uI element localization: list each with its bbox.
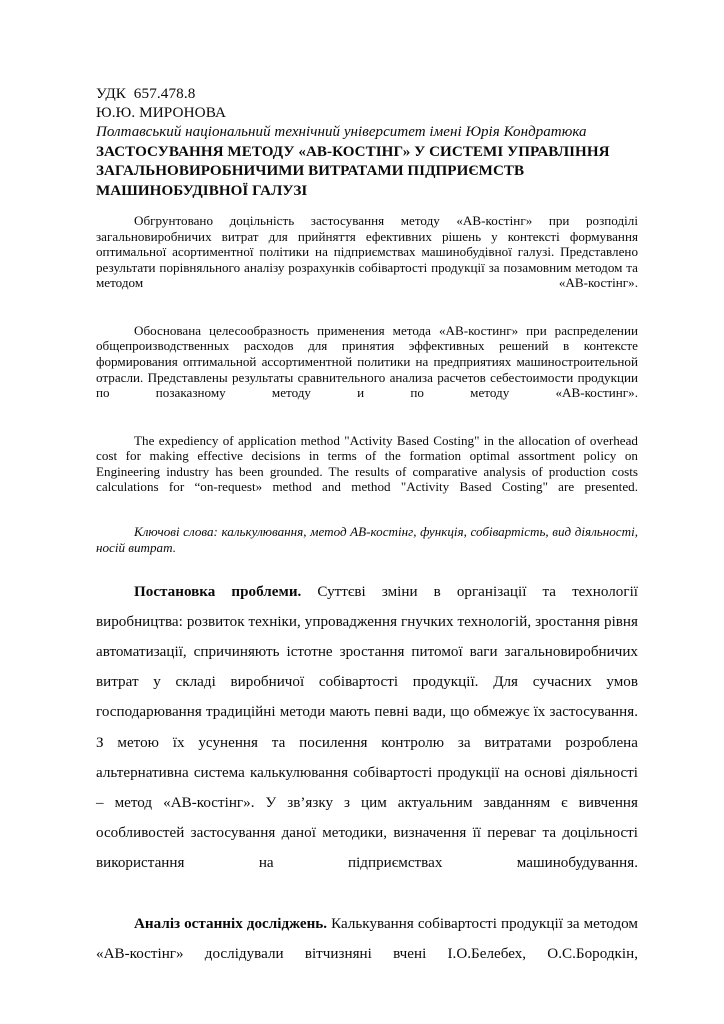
- body-paragraph-literature-review: [96, 909, 638, 1000]
- paragraph-lead-literature-review: Аналіз останніх досліджень.: [134, 915, 328, 932]
- abstract-section: [96, 213, 638, 555]
- title-line-2: ЗАГАЛЬНОВИРОБНИЧИМИ ВИТРАТАМИ ПІДПРИЄМСТВ: [96, 163, 525, 180]
- keywords-label: Ключові слова:: [134, 524, 218, 540]
- page-title: [96, 143, 638, 201]
- paragraph-lead-problem-statement: Постановка проблеми.: [134, 583, 302, 600]
- title-line-3: МАШИНОБУДІВНОЇ ГАЛУЗІ: [96, 182, 308, 199]
- title-line-1: ЗАСТОСУВАННЯ МЕТОДУ «АВ-КОСТІНГ» У СИСТЕМІ УПРАВЛІННЯ: [96, 143, 610, 160]
- body-paragraph-problem-statement: [96, 577, 638, 909]
- article-body: [96, 577, 638, 1000]
- paragraph-text-literature-review: Калькування собівартості продукції за методом «АВ-костінг» дослідували вітчизняні вчені І.О.Белебех, О.С.Бородкін,: [96, 915, 638, 962]
- abstract-russian: Обоснована целесообразность применения метода «АВ-костинг» при распределении общепроизводственных расходов для принятия эффективных решений в контексте формирования оптимальной ассортиментной политики на предприятиях машиностроительной отрасли. Представлены результаты сравнительного анализа расчетов себестоимости продукции по позаказному методу и по методу «АВ-костинг».: [96, 322, 638, 401]
- keywords-terms: калькулювання, метод АВ-костінг, функція, собівартість, вид діяльності, носій витрат.: [96, 524, 638, 555]
- keywords-line: [96, 524, 638, 555]
- udc-code: УДК 657.478.8: [96, 85, 196, 102]
- abstract-english: The expediency of application method "Activity Based Costing" in the allocation of overhead cost for making effective decisions in terms of the formation optimal assortment policy on Engineering industry has been grounded. The results of comparative analysis of production costs calculations for “on-request» method and method "Activity Based Costing" are presented.: [96, 432, 638, 495]
- article-header: [96, 84, 638, 201]
- abstract-ukrainian: Обгрунтовано доцільність застосування методу «АВ-костінг» при розподілі загальновиробничих витрат для прийняття ефективних рішень у контексті формування оптимальної асортиментної політики на підприємствах машинобудівної галузі. Представлено результати порівняльного аналізу розрахунків собівартості продукції за позамовним методом та методом «АВ-костінг».: [96, 213, 638, 291]
- author-name: Ю.Ю. МИРОНОВА: [96, 104, 227, 122]
- affiliation: Полтавський національний технічний університет імені Юрія Кондратюка: [96, 123, 587, 140]
- paragraph-text-problem-statement: Суттєві зміни в організації та технології виробництва: розвиток техніки, упровадження гнучких технологій, зростання рівня автоматизації, спричиняють істотне зростання питомої ваги загальновиробничих витрат у складі виробничої собівартості продукції. Для сучасних умов господарювання традиційні методи мають певні вади, що обмежує їх застосування. З метою їх усунення та посилення контролю за витратами розроблена альтернативна система калькулювання собівартості продукції на основі діяльності – метод «АВ-костінг». У зв’язку з цим актуальним завданням є вивчення особливостей застосування даної методики, визначення її переваг та доцільності використання на підприємствах машинобудування.: [96, 583, 638, 872]
